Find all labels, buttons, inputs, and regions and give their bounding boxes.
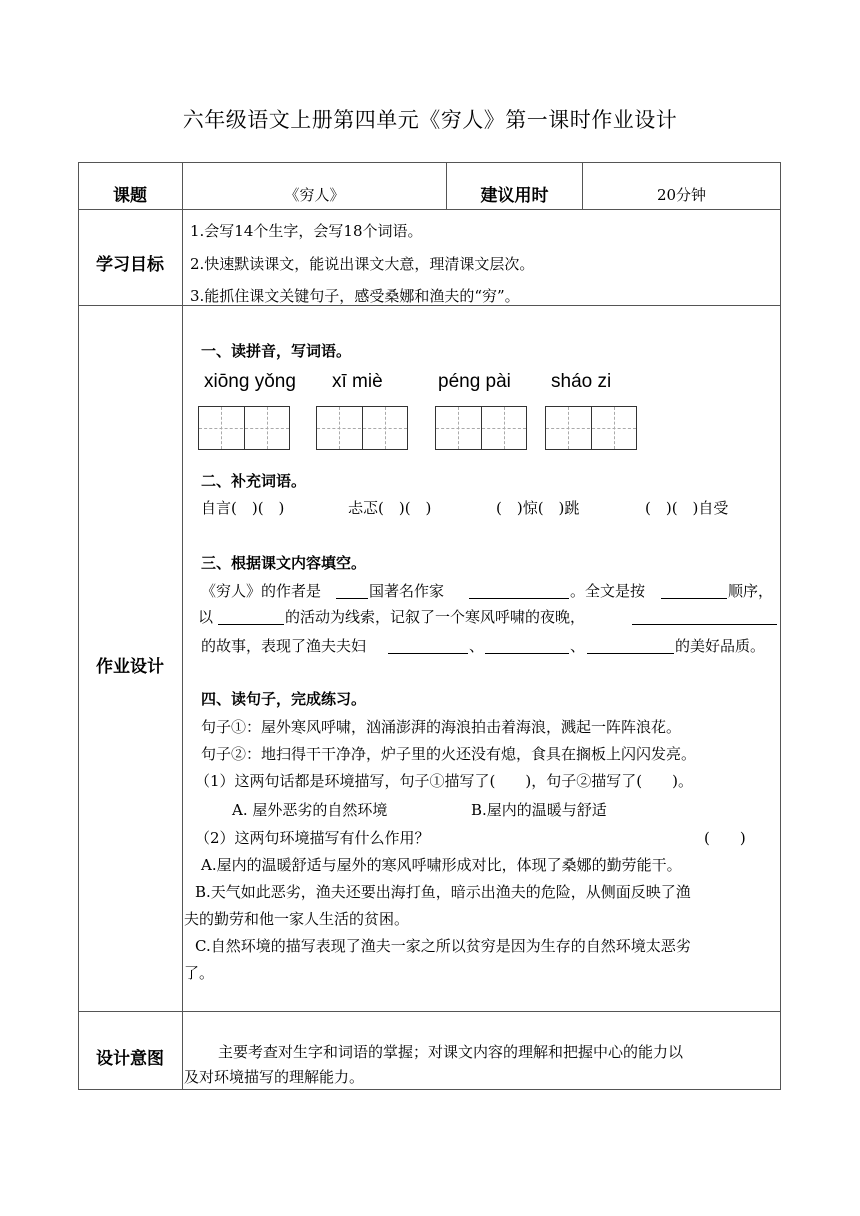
fill-text: 以	[198, 608, 214, 626]
pinyin-3: péng pài	[438, 371, 511, 392]
fill-text: 、	[469, 637, 485, 655]
q2-option-b: B.天气如此恶劣，渔夫还要出海打鱼，暗示出渔夫的危险，从侧面反映了渔	[195, 883, 691, 901]
idiom-item: 自言( )( )	[201, 499, 285, 517]
section-3-title: 三、根据课文内容填空。	[201, 554, 367, 572]
blank-line[interactable]	[469, 598, 569, 599]
fill-text: 、	[570, 637, 586, 655]
goal-item: 2.快速默读课文，能说出课文大意，理清课文层次。	[190, 255, 535, 273]
idiom-item: ( )( )自受	[645, 499, 729, 517]
blank-line[interactable]	[485, 653, 569, 654]
idiom-item: 忐忑( )( )	[348, 499, 432, 517]
goal-item: 3.能抓住课文关键句子，感受桑娜和渔夫的“穷”。	[190, 287, 520, 305]
pinyin-1: xiōng yǒng	[204, 371, 296, 392]
goals-label: 学习目标	[96, 255, 164, 275]
intent-label: 设计意图	[96, 1049, 164, 1069]
question-1: （1）这两句话都是环境描写，句子①描写了( )，句子②描写了( )。	[195, 772, 693, 790]
q1-option-b: B.屋内的温暖与舒适	[471, 801, 607, 819]
fill-text: 的美好品质。	[675, 637, 766, 655]
fill-text: 的故事，表现了渔夫夫妇	[201, 637, 367, 655]
answer-paren: ( )	[704, 829, 746, 847]
pinyin-4: sháo zi	[551, 371, 612, 392]
writing-grid-1[interactable]	[198, 406, 290, 450]
intent-line-2: 及对环境描写的理解能力。	[184, 1068, 365, 1086]
blank-line[interactable]	[388, 653, 468, 654]
fill-text: 《穷人》的作者是	[201, 582, 322, 600]
goal-item: 1.会写14个生字，会写18个词语。	[190, 222, 423, 240]
blank-line[interactable]	[218, 624, 284, 625]
writing-grid-3[interactable]	[435, 406, 527, 450]
fill-text: 顺序，	[728, 582, 774, 600]
q2-option-c-cont: 了。	[184, 964, 215, 982]
time-value: 20分钟	[656, 186, 707, 204]
idiom-item: ( )惊( )跳	[496, 499, 580, 517]
q2-option-c: C.自然环境的描写表现了渔夫一家之所以贫穷是因为生存的自然环境太恶劣	[195, 937, 691, 955]
fill-text: 的活动为线索，记叙了一个寒风呼啸的夜晚，	[285, 608, 586, 626]
section-1-title: 一、读拼音，写词语。	[201, 342, 352, 360]
time-label: 建议用时	[480, 186, 549, 206]
q2-option-b-cont: 夫的勤劳和他一家人生活的贫困。	[184, 910, 410, 928]
blank-line[interactable]	[336, 598, 368, 599]
fill-text: 国著名作家	[369, 582, 445, 600]
section-4-title: 四、读句子，完成练习。	[201, 690, 367, 708]
q2-option-a: A.屋内的温暖舒适与屋外的寒风呼啸形成对比，体现了桑娜的勤劳能干。	[201, 856, 682, 874]
homework-label: 作业设计	[96, 657, 164, 677]
section-2-title: 二、补充词语。	[201, 472, 307, 490]
writing-grid-4[interactable]	[545, 406, 637, 450]
fill-text: 。全文是按	[570, 582, 646, 600]
intent-line-1: 主要考查对生字和词语的掌握；对课文内容的理解和把握中心的能力以	[218, 1043, 684, 1061]
question-2: （2）这两句环境描写有什么作用？	[195, 829, 430, 847]
blank-line[interactable]	[632, 624, 777, 625]
sentence-1: 句子①：屋外寒风呼啸，汹涌澎湃的海浪拍击着海浪，溅起一阵阵浪花。	[201, 718, 682, 736]
blank-line[interactable]	[661, 598, 727, 599]
page-title: 六年级语文上册第四单元《穷人》第一课时作业设计	[182, 108, 678, 132]
topic-value: 《穷人》	[284, 186, 345, 204]
pinyin-2: xī miè	[332, 371, 383, 392]
topic-label: 课题	[113, 186, 147, 206]
blank-line[interactable]	[587, 653, 674, 654]
sentence-2: 句子②：地扫得干干净净，炉子里的火还没有熄，食具在搁板上闪闪发亮。	[201, 745, 697, 763]
q1-option-a: A. 屋外恶劣的自然环境	[232, 801, 388, 819]
writing-grid-2[interactable]	[316, 406, 408, 450]
